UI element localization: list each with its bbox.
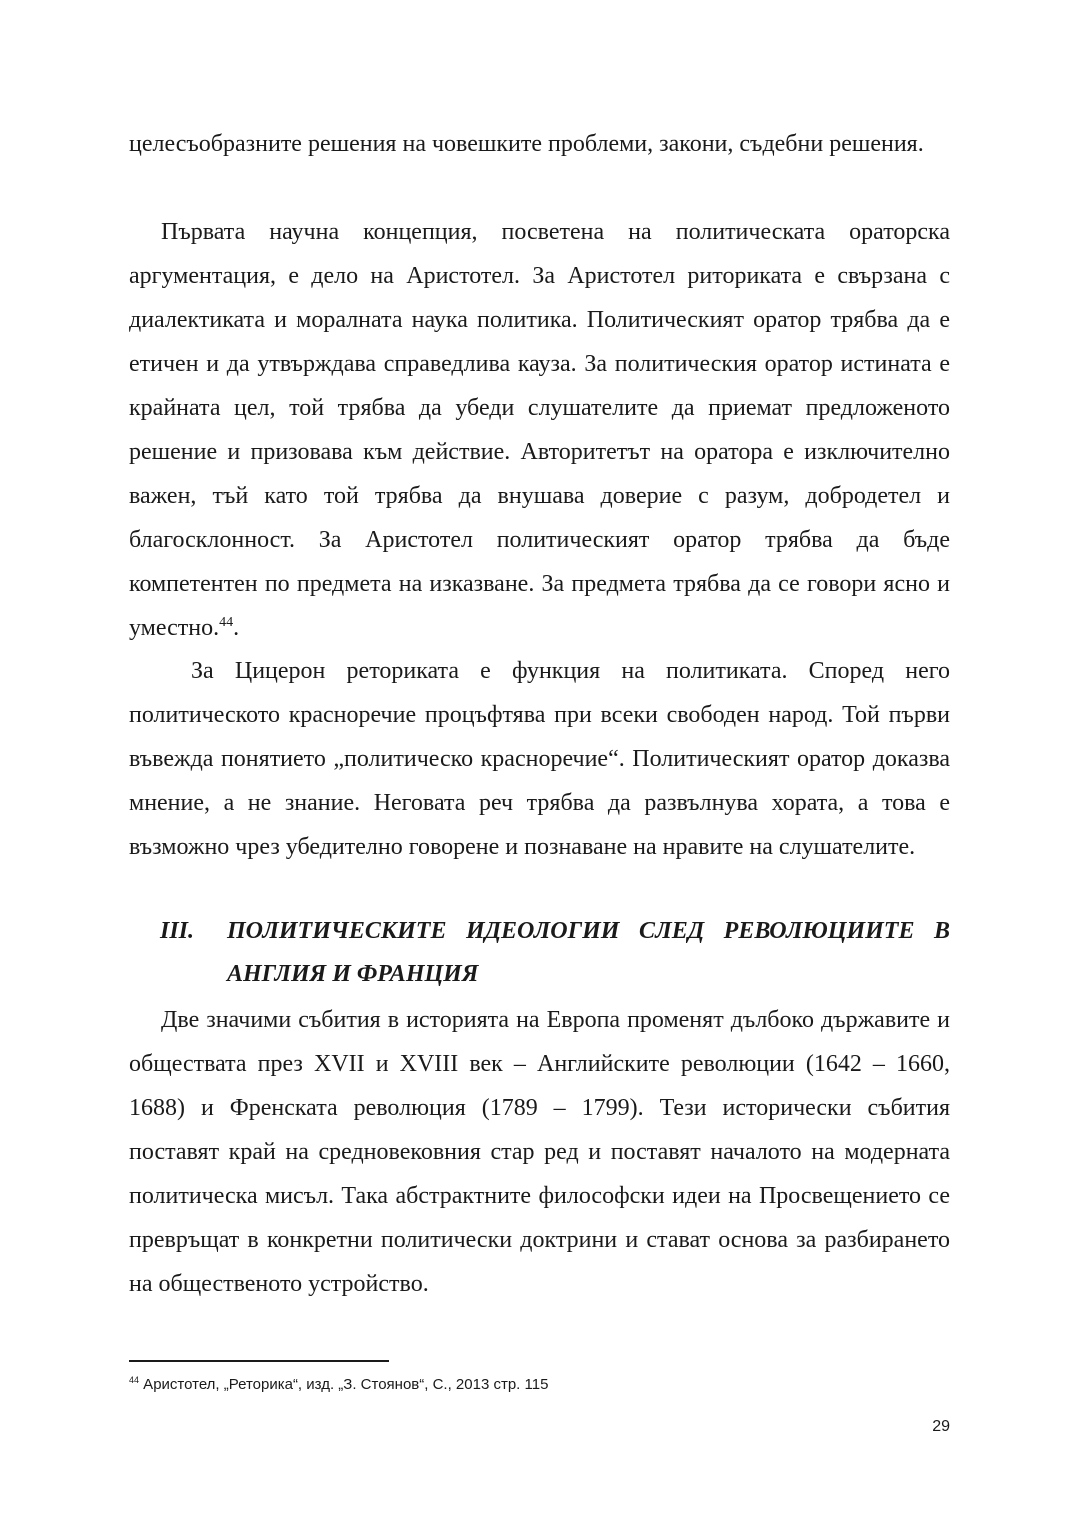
paragraph-cicero bbox=[129, 649, 950, 869]
footnote-reference[interactable]: 44 bbox=[219, 615, 234, 630]
paragraph-end: . bbox=[233, 615, 240, 641]
paragraph-revolutions bbox=[129, 998, 950, 1306]
footnote bbox=[129, 1374, 950, 1396]
paragraph-text: целесъобразните решения на човешките проблеми, закони, съдебни решения. bbox=[129, 131, 924, 157]
section-number: III. bbox=[160, 918, 195, 944]
page-number: 29 bbox=[932, 1418, 950, 1435]
paragraph-text: Две значими събития в историята на Европа променят дълбоко държавите и обществата през XVII и XVIII век – Английските революции (1642 – 1660, 1688) и Френската революция (1789 – 1799). Тези исторически събития поставят край на средновековния стар ред и поставят началото на модерната политическа мисъл. Така абстрактните философски идеи на Просвещението се превръщат в конкретни политически доктрини и стават основа за разбирането на общественото устройство. bbox=[129, 1007, 950, 1297]
paragraph-continuation bbox=[129, 122, 950, 166]
paragraph-text: За Цицерон реториката е функция на политиката. Според него политическото красноречие процъфтява при всеки свободен народ. Той първи въвежда понятието „политическо красноречие“. Политическият оратор доказва мнение, а не знание. Неговата реч трябва да развълнува хората, а това е възможно чрез убедително говорене и познаване на нравите на слушателите. bbox=[129, 658, 950, 860]
footnote-text: Аристотел, „Реторика“, изд. „З. Стоянов“, С., 2013 стр. 115 bbox=[139, 1376, 549, 1393]
paragraph-text bbox=[129, 210, 950, 650]
section-title: ПОЛИТИЧЕСКИТЕ ИДЕОЛОГИИ СЛЕД РЕВОЛЮЦИИТЕ В АНГЛИЯ И ФРАНЦИЯ bbox=[227, 918, 950, 987]
paragraph-aristotle bbox=[129, 210, 950, 650]
footnote-number: 44 bbox=[129, 1375, 140, 1385]
section-heading bbox=[160, 910, 950, 996]
footnote-separator bbox=[129, 1360, 389, 1362]
paragraph-body: Първата научна концепция, посветена на политическата ораторска аргументация, е дело на Аристотел. За Аристотел риториката е свързана с диалектиката и моралната наука политика. Политическият оратор трябва да е етичен и да утвърждава справедлива кауза. За политическия оратор истината е крайната цел, той трябва да убеди слушателите да приемат предложеното решение и призовава към действие. Авторитетът на оратора е изключително важен, тъй като той трябва да внушава доверие с разум, добродетел и благосклонност. За Аристотел политическият оратор трябва да бъде компетентен по предмета на изказване. За предмета трябва да се говори ясно и уместно. bbox=[129, 219, 950, 641]
